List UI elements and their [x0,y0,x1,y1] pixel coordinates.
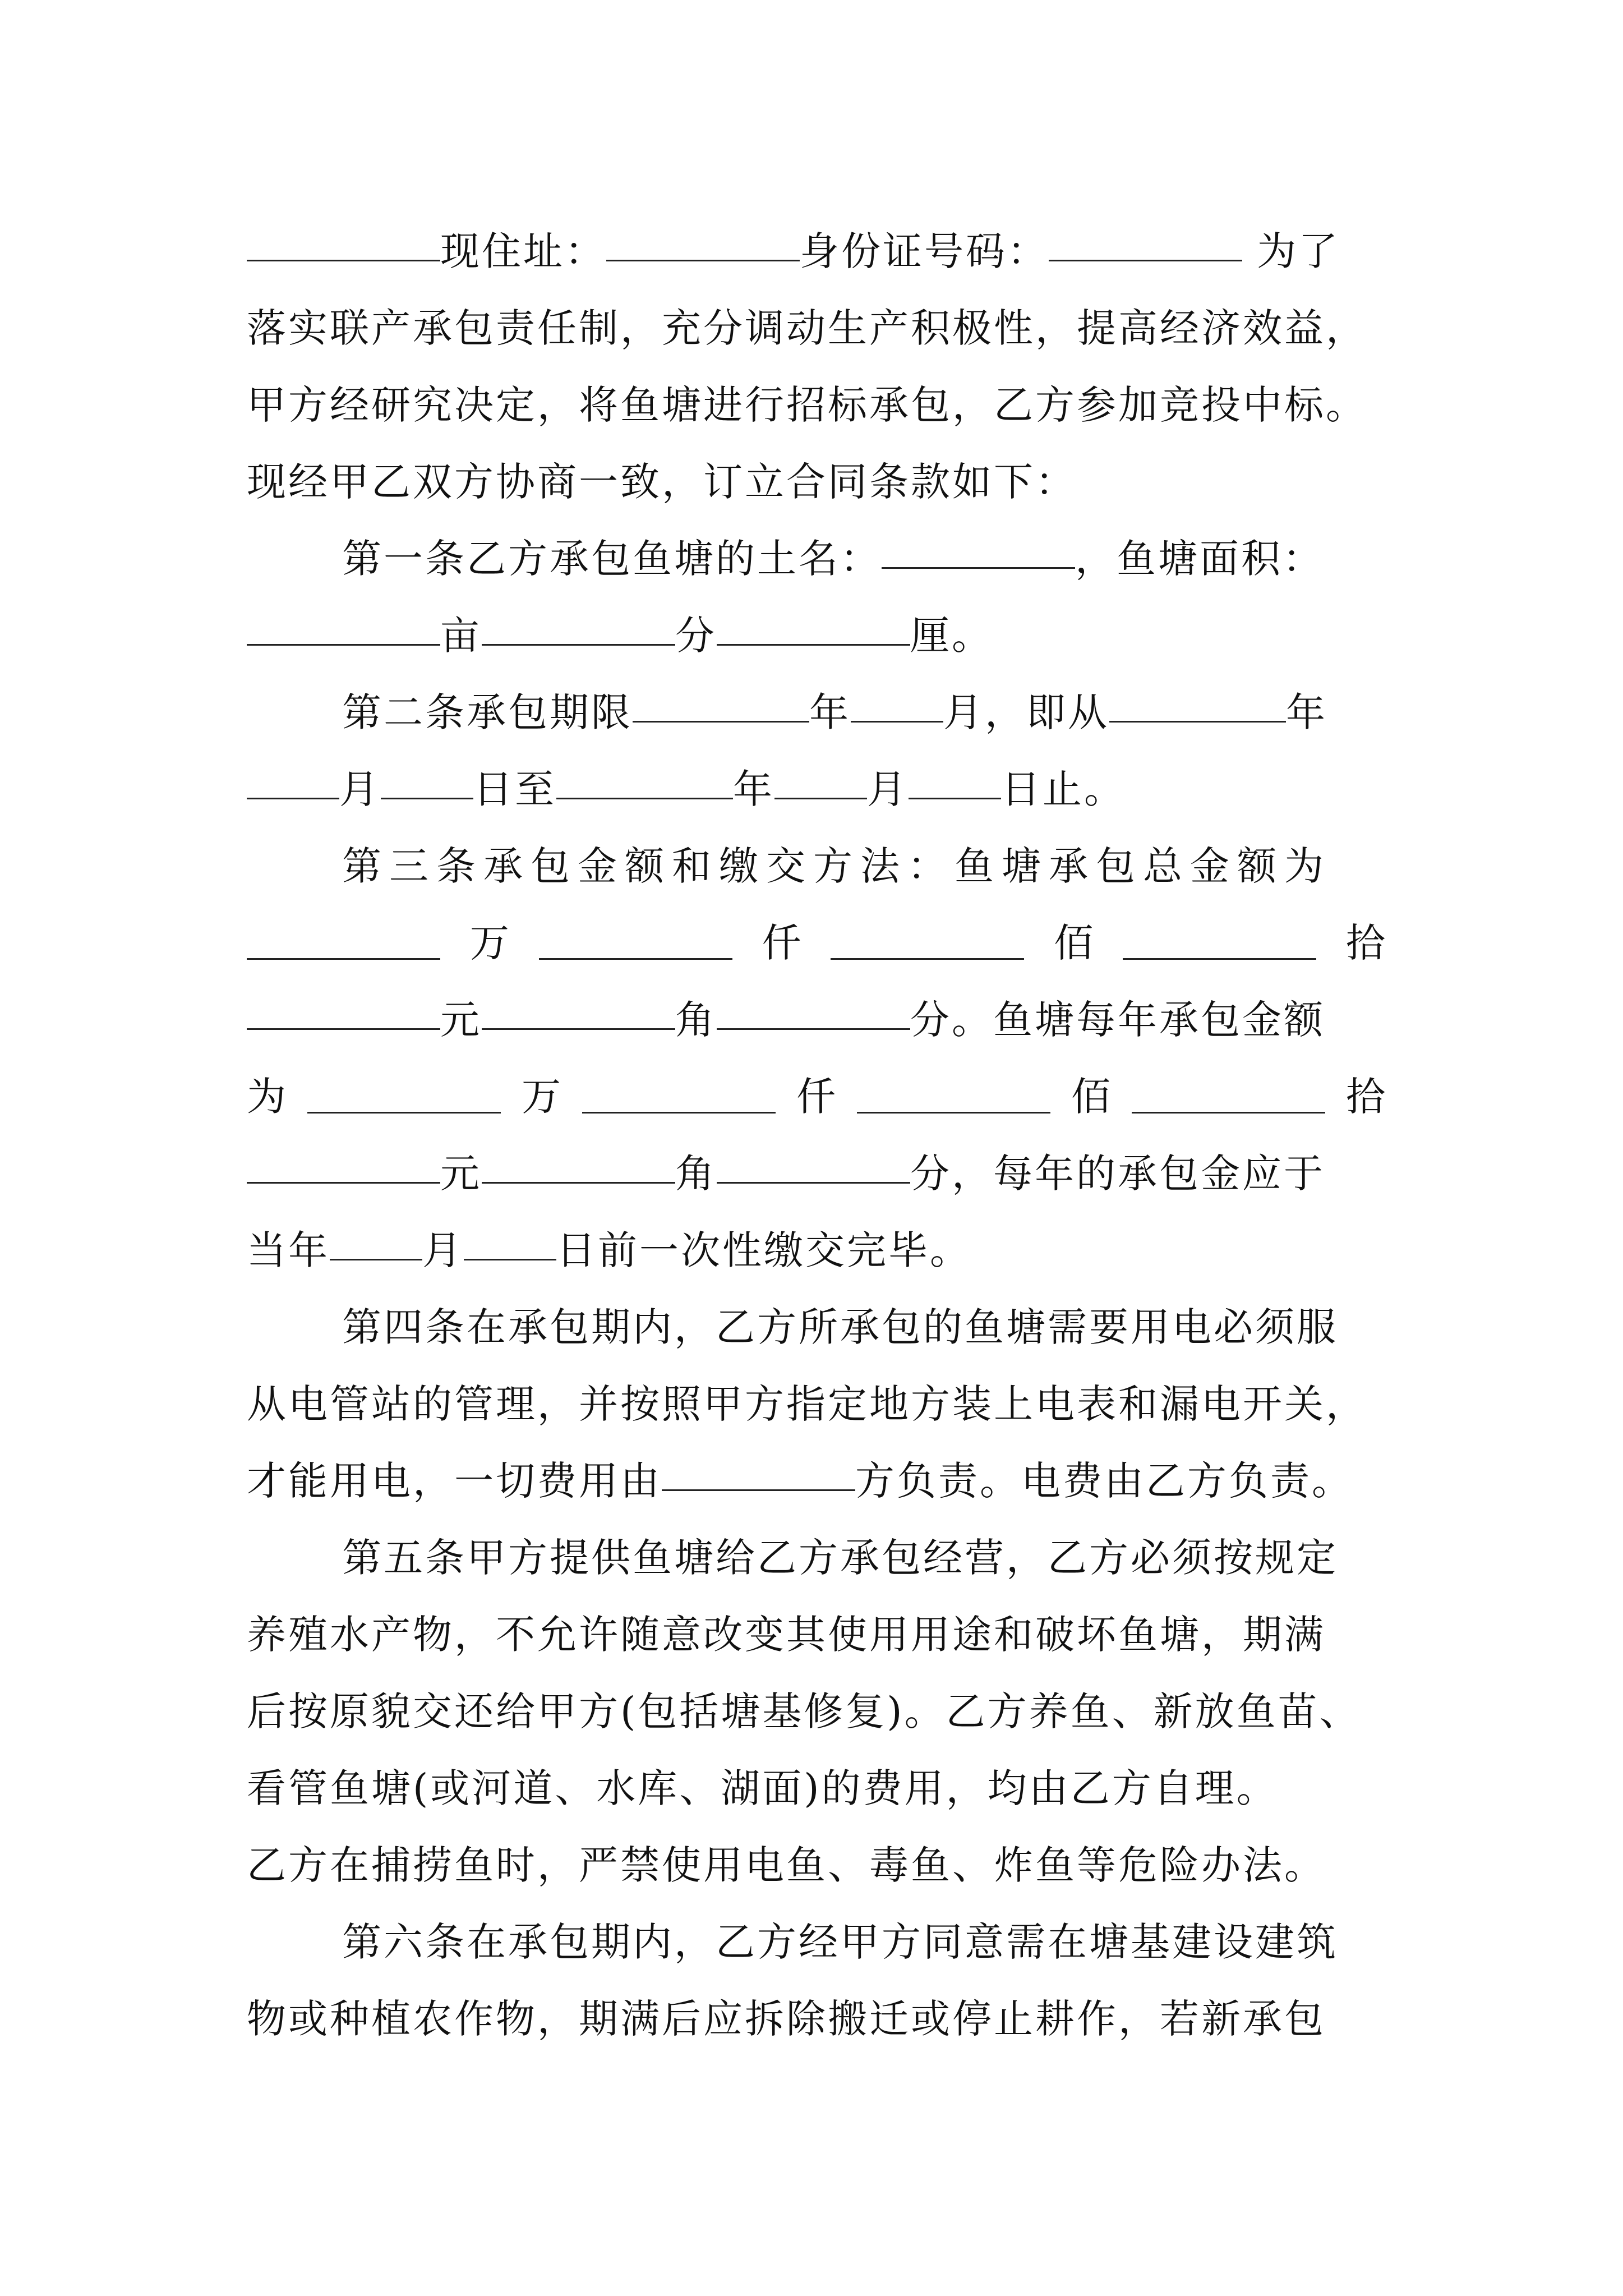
text-fragment: 分，每年的承包金应于 [910,1151,1325,1197]
text-fragment: 亩 [440,613,482,659]
text-fragment: 当年 [247,1227,330,1273]
text-fragment: 角 [675,997,717,1043]
text-line [247,1443,1385,1520]
blank-field [1123,927,1316,960]
blank-field [633,689,809,723]
text-line: 现经甲乙双方协商一致，订立合同条款如下： [247,459,1077,505]
text-fragment: 分 [675,613,717,659]
blank-field [717,997,910,1030]
text-fragment: 元 [440,997,482,1043]
text-fragment: 拾 [1345,920,1385,966]
text-fragment: ，鱼塘面积： [1075,536,1324,582]
clause-6-heading: 第六条在承包期内，乙方经甲方同意需在塘基建设建筑 [342,1919,1338,1965]
blank-field [482,613,675,646]
text-line [247,982,1385,1059]
text-fragment: 月 [339,766,381,812]
text-fragment: 日至 [473,766,556,812]
blank-field [556,766,733,799]
clause-2-heading [247,674,1385,751]
text-line [247,1212,1385,1289]
contract-page [247,213,1385,2058]
text-line [247,597,1385,674]
text-fragment: 分。鱼塘每年承包金额 [910,997,1325,1043]
blank-field [662,1458,855,1491]
text-fragment: 万 [469,920,509,966]
blank-field [247,228,440,261]
text-fragment: 日前一次性缴交完毕。 [556,1227,971,1273]
text-fragment: 角 [675,1151,717,1197]
blank-field [247,997,440,1030]
text-fragment: 第一条乙方承包鱼塘的土名： [342,536,882,582]
blank-field [774,766,867,799]
blank-field [882,536,1075,569]
blank-field [381,766,473,799]
text-line [247,1059,1385,1135]
blank-field [330,1227,422,1260]
text-line: 乙方在捕捞鱼时，严禁使用电鱼、毒鱼、炸鱼等危险办法。 [247,1842,1326,1888]
clause-3-heading: 第三条承包金额和缴交方法：鱼塘承包总金额为 [342,843,1331,889]
blank-field [539,927,732,960]
text-line: 从电管站的管理，并按照甲方指定地方装上电表和漏电开关， [247,1381,1367,1427]
text-line: 物或种植农作物，期满后应拆除搬迁或停止耕作，若新承包 [247,1996,1326,2042]
text-fragment: 年 [733,766,774,812]
text-fragment: 才能用电，一切费用由 [247,1458,662,1504]
blank-field [247,927,440,960]
blank-field [717,613,910,646]
text-fragment: 为 [247,1074,286,1120]
clause-5-heading: 第五条甲方提供鱼塘给乙方承包经营，乙方必须按规定 [342,1535,1338,1581]
text-line: 看管鱼塘(或河道、水库、湖面)的费用，均由乙方自理。 [247,1765,1278,1811]
text-line [247,905,1385,982]
blank-field [1132,1080,1325,1114]
blank-field [464,1227,556,1260]
text-fragment: 元 [440,1151,482,1197]
text-fragment: 万 [522,1074,561,1120]
blank-field [1109,689,1286,723]
text-fragment: 仟 [762,920,801,966]
text-fragment: 月 [867,766,909,812]
text-fragment: 年 [1286,689,1327,735]
text-line [247,213,1385,290]
blank-field [582,1080,776,1114]
text-line: 落实联产承包责任制，充分调动生产积极性，提高经济效益， [247,305,1367,351]
text-fragment: 厘。 [910,613,993,659]
clause-4-heading: 第四条在承包期内，乙方所承包的鱼塘需要用电必须服 [342,1304,1338,1350]
blank-field [247,1151,440,1184]
blank-field [482,1151,675,1184]
text-fragment: 月 [422,1227,464,1273]
clause-1-heading [247,521,1385,597]
text-fragment: 为了 [1242,228,1340,274]
blank-field [606,228,800,261]
text-fragment: 第二条承包期限 [342,689,633,735]
blank-field [717,1151,910,1184]
blank-field [857,1080,1050,1114]
blank-field [1049,228,1242,261]
text-fragment: 年 [809,689,851,735]
blank-field [247,766,339,799]
text-fragment: 佰 [1071,1074,1110,1120]
blank-field [831,927,1024,960]
blank-field [909,766,1001,799]
blank-field [482,997,675,1030]
text-line: 甲方经研究决定，将鱼塘进行招标承包，乙方参加竞投中标。 [247,382,1367,428]
blank-field [851,689,943,723]
text-line: 养殖水产物，不允许随意改变其使用用途和破坏鱼塘，期满 [247,1612,1326,1658]
text-line [247,1135,1385,1212]
text-fragment: 现住址： [440,228,606,274]
text-fragment: 仟 [796,1074,836,1120]
blank-field [307,1080,501,1114]
text-fragment: 拾 [1346,1074,1385,1120]
text-fragment: 日止。 [1001,766,1126,812]
text-fragment: 月，即从 [943,689,1109,735]
text-line: 后按原貌交还给甲方(包括塘基修复)。乙方养鱼、新放鱼苗、 [247,1688,1361,1734]
text-fragment: 方负责。电费由乙方负责。 [855,1458,1353,1504]
blank-field [247,613,440,646]
text-fragment: 佰 [1054,920,1094,966]
text-line [247,751,1385,828]
text-fragment: 身份证号码： [800,228,1049,274]
